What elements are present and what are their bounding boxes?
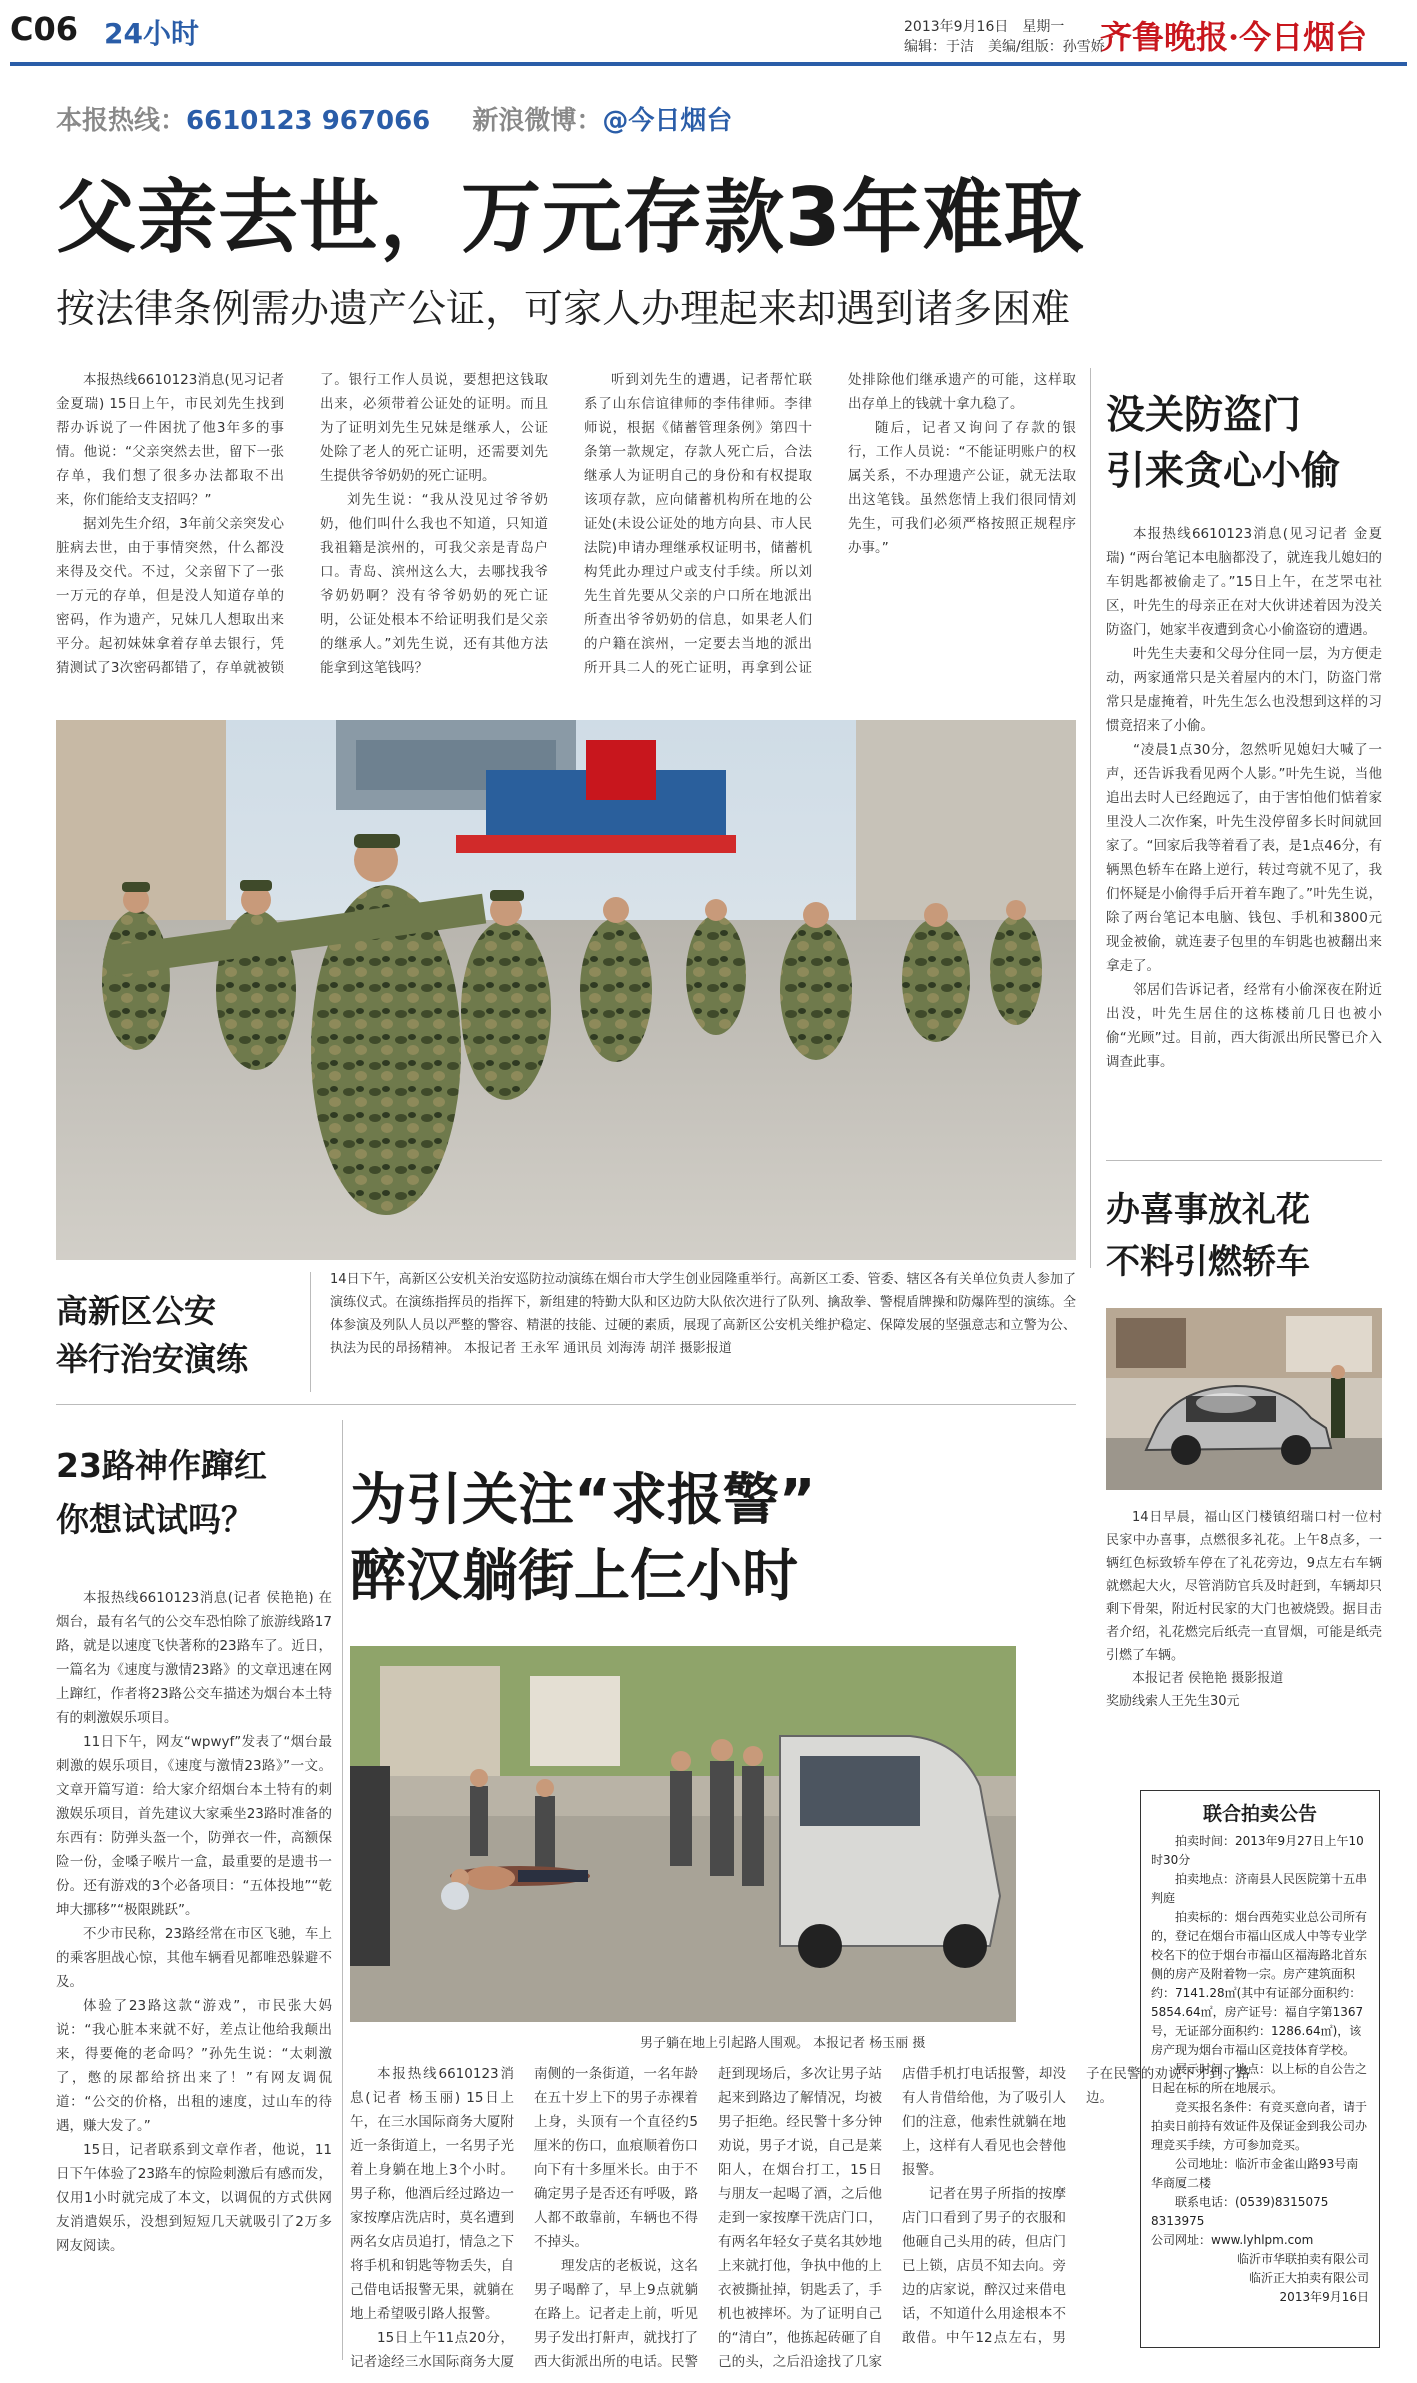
- fire-photo: [1106, 1308, 1382, 1490]
- drunk-paragraph: 本报热线6610123消息(记者 杨玉丽) 15日上午，在三水国际商务大厦附近一条街道上，一名男子光着上身躺在地上3个小时。男子称，他酒后经过路边一家按摩店洗店时，莫名遭到两名女店员追打，情急之下将手机和钥匙等物丢失，自己借电话报警无果，就躺在地上希望吸引路人报警。: [350, 2066, 514, 2322]
- drunk-photo: [350, 1646, 1016, 2022]
- drill-headline-2: 举行治安演练: [56, 1340, 249, 1378]
- auction-company: 临沂市华联拍卖有限公司: [1236, 2252, 1369, 2266]
- page-code: C06: [10, 10, 79, 48]
- bus-headline-2: 你想试试吗？: [56, 1500, 254, 1539]
- lead-paragraph: 听到刘先生的遭遇，记者帮忙联系了山东信谊律师的李伟律师。李律师说，根据《储蓄管理条例》第四十条第一款规定，存款人死亡后，合法继承人为证明自己的身份和有权提取该项存款，应向储蓄机构所在地的公证处(未设公证处的地方向县、市人民法院)申请办理继承权证明书，储蓄机构凭此办理过户或支付手续。所以刘先生首先要从父亲的户口所在地派出所查出爷爷奶奶的信息，如果老人们的户籍在滨州，一定要去当地的派出所开具二人的死亡证明，再拿到公证处排除他们继承遗产的可能，这样取出存单上的钱就十拿九稳了。: [584, 372, 1076, 676]
- auction-date: 2013年9月16日: [1279, 2290, 1369, 2304]
- lead-paragraph: 随后，记者又询问了存款的银行，工作人员说：“不能证明账户的权属关系，不办理遗产公证，就无法取出这笔钱。虽然您情上我们很同情刘先生，可我们必须严格按照正规程序办事。”: [848, 420, 1076, 556]
- paper-logo: 齐鲁晚报·今日烟台: [1100, 18, 1368, 56]
- section-rule: [56, 1404, 1076, 1405]
- auction-item: 拍卖时间：2013年9月27日上午10时30分: [1151, 1834, 1364, 1867]
- lead-paragraph: 刘先生说：“我从没见过爷爷奶奶，他们叫什么我也不知道，只知道我祖籍是滨州的，可我父亲是青岛户口。青岛、滨州这么大，去哪找我爷爷奶奶啊？没有爷爷奶奶的死亡证明，公证处根本不给证明我们是父亲的继承人。”刘先生说，还有其他方法能拿到这笔钱吗？: [320, 492, 548, 676]
- thief-paragraph: 邻居们告诉记者，经常有小偷深夜在附近出没，叶先生居住的这栋楼前几日也被小偷“光顾”过。目前，西大街派出所民警已介入调查此事。: [1106, 982, 1382, 1070]
- auction-item: 展示时间、地点：以上标的自公告之日起在标的所在地展示。: [1151, 2062, 1368, 2095]
- thief-headline-2: 引来贪心小偷: [1106, 449, 1341, 494]
- fire-reward: 奖励线索人王先生30元: [1106, 1694, 1240, 1709]
- section-name: 24小时: [104, 17, 199, 50]
- thief-headline-1: 没关防盗门: [1106, 393, 1302, 438]
- auction-item: 拍卖地点：济南县人民医院第十五串判庭: [1151, 1872, 1368, 1905]
- drunk-photo-caption: 男子躺在地上引起路人围观。 本报记者 杨玉丽 摄: [640, 2036, 926, 2051]
- thief-paragraph: 叶先生夫妻和父母分住同一层，为方便走动，两家通常只是关着屋内的木门，防盗门常常只是虚掩着，叶先生怎么也没想到这样的习惯竟招来了小偷。: [1106, 646, 1382, 734]
- lead-paragraph: 据刘先生介绍，3年前父亲突发心脏病去世，由于事情突然，什么都没来得及交代。不过，父亲留下了一张一万元的存单，但是没人知道存单的密码，作为遗产，兄妹几人想取出来平分。起初妹妹拿着存单去银行，凭猜测试了3次密码都错了，存单就被锁了。银行工作人员说，要想把这钱取出来，必须带着公证处的证明。而且为了证明刘先生兄妹是继承人，公证处除了老人的死亡证明，还需要刘先生提供爷爷奶奶的死亡证明。: [56, 372, 548, 676]
- lead-headline: 父亲去世，万元存款3年难取: [56, 171, 1085, 264]
- bus-body: [56, 1586, 332, 2258]
- auction-item: 竞买报名条件：有竞买意向者，请于拍卖日前持有效证件及保证金到我公司办理竞买手续，方可参加竞买。: [1151, 2100, 1368, 2152]
- drill-caption: 14日下午，高新区公安机关治安巡防拉动演练在烟台市大学生创业园隆重举行。高新区工委、管委、辖区各有关单位负责人参加了演练仪式。在演练指挥员的指挥下，新组建的特勤大队和区边防大队依次进行了队列、擒敌拳、警棍盾牌操和防爆阵型的演练。全体参演及列队人员以严整的警容、精湛的技能、过硬的素质，展现了高新区公安机关维护稳定、保障发展的坚强意志和立警为公、执法为民的昂扬精神。 本报记者 王永军 通讯员 刘海涛 胡洋 摄影报道: [330, 1272, 1076, 1356]
- bus-headline-1: 23路神作蹿红: [56, 1446, 267, 1485]
- auction-notice: [1140, 1790, 1380, 2348]
- drunk-headline-1: 为引关注“求报警”: [350, 1468, 816, 1533]
- caption-divider: [310, 1272, 311, 1392]
- hotline-bar: [56, 100, 732, 137]
- thief-paragraph: “凌晨1点30分，忽然听见媳妇大喊了一声，还告诉我看见两个人影。”叶先生说，当他追出去时人已经跑远了，由于害怕他们惦着家里没人二次作案，叶先生没停留多长时间就回家了。“回家后我等着看了表，是1点46分，有辆黑色轿车在路上逆行，转过弯就不见了，我们怀疑是小偷得手后开着车跑了。”叶先生说，除了两台笔记本电脑、钱包、手机和3800元现金被偷，就连妻子包里的车钥匙也被翻出来拿走了。: [1106, 742, 1382, 974]
- auction-item: 联系电话：(0539)8315075 8313975: [1151, 2195, 1329, 2228]
- drill-headline-1: 高新区公安: [56, 1292, 217, 1330]
- weibo-handle: @今日烟台: [602, 106, 733, 136]
- drill-photo: [56, 720, 1076, 1260]
- fire-headline-2: 不料引燃轿车: [1106, 1242, 1310, 1282]
- hotline-label: 本报热线：: [56, 106, 187, 136]
- hotline-numbers: 6610123 967066: [186, 106, 431, 136]
- bus-paragraph: 本报热线6610123消息(记者 侯艳艳) 在烟台，最有名气的公交车恐怕除了旅游线路17路，就是以速度飞快著称的23路车了。近日，一篇名为《速度与激情23路》的文章迅速在网上蹿红，作者将23路公交车描述为烟台本土特有的刺激娱乐项目。: [56, 1590, 332, 1726]
- drunk-paragraph: 理发店的老板说，这名男子喝醉了，早上9点就躺在路上。记者走上前，听见男子发出打鼾声，就找打了西大街派出所的电话。民警赶到现场后，多次让男子站起来到路边了解情况，均被男子拒绝。经民警十多分钟劝说，男子才说，自己是莱阳人，在烟台打工，15日与朋友一起喝了酒，之后他走到一家按摩干洗店门口，有两名年轻女子莫名其妙地上来就打他，争执中他的上衣被撕扯掉，钥匙丢了，手机也被摔坏。为了证明自己的“清白”，他拣起砖砸了自己的头，之后沿途找了几家店借手机打电话报警，却没有人肯借给他，为了吸引人们的注意，他索性就躺在地上，这样有人看见也会替他报警。: [534, 2066, 1066, 2370]
- drunk-photo-image: [350, 1646, 1016, 2022]
- thief-body: [1106, 522, 1382, 1074]
- bus-paragraph: 不少市民称，23路经常在市区飞驰，车上的乘客胆战心惊，其他车辆看见都唯恐躲避不及。: [56, 1926, 332, 1990]
- drunk-paragraph: 15日上午11点20分，记者途经三水国际商务大厦南侧的一条街道，一名年龄在五十岁上下的男子赤裸着上身，头顶有一个直径约5厘米的伤口，血痕顺着伤口向下有十多厘米长。由于不确定男子是否还有呼吸，路人都不敢靠前，车辆也不得不掉头。: [350, 2066, 698, 2370]
- masthead-rule: [10, 62, 1407, 66]
- drunk-headline-2: 醉汉躺街上仨小时: [350, 1544, 798, 1609]
- weibo-label: 新浪微博：: [472, 106, 603, 136]
- bus-paragraph: 体验了23路这款“游戏”，市民张大妈说：“我心脏本来就不好，差点让他给我颠出来，得要俺的老命吗？”孙先生说：“太刺激了，憋的尿都给挤出来了！”有网友调侃道：“公交的价格，出租的速度，过山车的待遇，赚大发了。”: [56, 1998, 332, 2134]
- lead-paragraph: 本报热线6610123消息(见习记者 金夏瑞) 15日上午，市民刘先生找到帮办诉说了一件困扰了他3年多的事情。他说：“父亲突然去世，留下一张存单，我们想了很多办法都取不出来，你们能给支支招吗？”: [56, 372, 284, 508]
- drunk-paragraph: 记者在男子所指的按摩店门口看到了男子的衣服和他砸自己头用的砖，但店门已上锁，店员不知去向。旁边的店家说，醉汉过来借电话，不知道什么用途根本不敢借。中午12点左右，男子在民警的劝说下才到了路边。: [902, 2066, 1250, 2346]
- fire-caption-text: 14日早晨，福山区门楼镇绍瑞口村一位村民家中办喜事，点燃很多礼花。上午8点多，一辆红色标致轿车停在了礼花旁边，9点左右车辆就燃起大火，尽管消防官兵及时赶到，车辆却只剩下骨架，附近村民家的大门也被烧毁。据目击者介绍，礼花燃完后纸壳一直冒烟，可能是纸壳引燃了车辆。: [1106, 1510, 1382, 1663]
- auction-item: 公司地址：临沂市金雀山路93号南华商厦二楼: [1151, 2157, 1359, 2190]
- auction-title: 联合拍卖公告: [1202, 1803, 1317, 1825]
- drill-photo-image: [56, 720, 1076, 1260]
- auction-item: 公司网址：www.lyhlpm.com: [1151, 2233, 1314, 2247]
- lead-subheadline: 按法律条例需办遗产公证，可家人办理起来却遇到诸多困难: [56, 287, 1071, 332]
- lead-body: [56, 368, 1076, 688]
- thief-paragraph: 本报热线6610123消息(见习记者 金夏瑞) “两台笔记本电脑都没了，就连我儿媳妇的车钥匙都被偷走了。”15日上午，在芝罘屯社区，叶先生的母亲正在对大伙讲述着因为没关防盗门，她家半夜遭到贪心小偷盗窃的遭遇。: [1106, 526, 1382, 638]
- fire-photo-image: [1106, 1308, 1382, 1490]
- column-divider: [342, 1420, 343, 2360]
- editor-line: 编辑：于洁 美编/组版：孙雪娇: [904, 39, 1105, 55]
- auction-company: 临沂正大拍卖有限公司: [1248, 2271, 1369, 2285]
- fire-caption: [1106, 1506, 1382, 1713]
- column-divider: [1090, 368, 1091, 1268]
- auction-item: 拍卖标的：烟台西苑实业总公司所有的，登记在烟台市福山区成人中等专业学校名下的位于烟台市福山区福海路北首东侧的房产及附着物一宗。房产建筑面积约：7141.28㎡(其中有证部分面积约：5854.64㎡，房产证号：福自字第1367号，无证部分面积约：1286.64㎡)，该房产现为烟台市福山区竞技体育学校。: [1151, 1910, 1368, 2057]
- bus-paragraph: 15日，记者联系到文章作者，他说，11日下午体验了23路车的惊险刺激后有感而发，仅用1小时就完成了本文，以调侃的方式供网友消遣娱乐，没想到短短几天就吸引了2万多网友阅读。: [56, 2142, 332, 2254]
- date-line: 2013年9月16日 星期一: [904, 19, 1065, 35]
- fire-credit: 本报记者 侯艳艳 摄影报道: [1132, 1671, 1284, 1686]
- right-rule: [1106, 1160, 1382, 1161]
- bus-paragraph: 11日下午，网友“wpwyf”发表了“烟台最刺激的娱乐项目，《速度与激情23路》”一文。文章开篇写道：给大家介绍烟台本土特有的刺激娱乐项目，首先建议大家乘坐23路时准备的东西有：防弹头盔一个，防弹衣一件，高额保险一份，金嗓子喉片一盒，最重要的是遗书一份。还有游戏的3个必备项目：“五体投地”“乾坤大挪移”“极限跳跃”。: [56, 1734, 332, 1918]
- fire-headline-1: 办喜事放礼花: [1106, 1190, 1310, 1230]
